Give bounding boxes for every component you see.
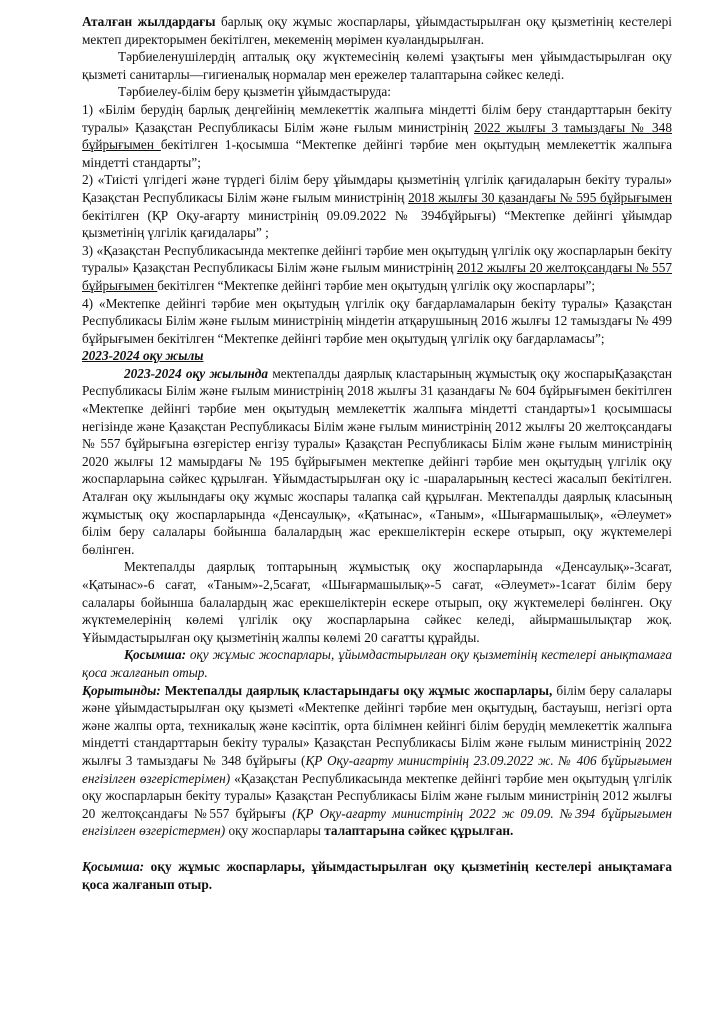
list-item-1-order: 2022 жылғы 3 тамыздағы № 348 бұйрығымен <box>82 119 672 153</box>
list-item-3-tail: бекітілген “Мектепке дейінгі тәрбие мен оқытудың үлгілік оқу жоспарлары”; <box>157 277 596 293</box>
attachment-note-text: оқу жұмыс жоспарлары, ұйымдастырылған оқу қызметінің кестелері анықтамаға қоса жалғанып отыр. <box>82 647 672 680</box>
final-attachment-note <box>82 858 672 893</box>
list-item-1-text: 1) «Білім берудің барлық деңгейінің мемлекеттік жалпыға міндетті білім беру стандарттарын бекіту туралы» Қазақстан Республикасы Білім және ғылым министрінің <box>82 101 672 135</box>
conclusion-text-2: «Қазақстан Республикасында мектепке дейінгі тәрбие мен оқытудың үлгілік оқу жоспарларын бекіту туралы» Қазақстан Республикасы Білім және ғылым министрінің 2012 жылғы 20 желтоқсандағы №557 бұйрығы <box>82 770 672 821</box>
conclusion-text-1: білім беру салалары және ұйымдастырылған оқу қызметі «Мектепке дейінгі тәрбие мен оқытудың, бастауыш, негізгі орта және жалпы орта, техникалық және кәсіптік, орта білімнен кейінгі білім берудің мемлекеттік жалпыға міндетті стандарттарын бекіту туралы» Қазақстан Республикасы Білім және ғылым министрінің 2022 жылғы 3 тамыздағы № 348 бұйрығы ( <box>82 682 672 768</box>
conclusion-italic-2: (ҚР Оқу-ағарту министрінің 2022 ж 09.09. №394 бұйрығымен енгізілген өзгерістермен) <box>82 805 672 839</box>
list-item-4: 4) «Мектепке дейінгі тәрбие мен оқытудың үлгілік оқу бағдарламаларын бекіту туралы» Қазақстан Республикасы Білім және ғылым министрінің міндетін атқарушының 2016 жылғы 12 тамыздағы № 499 бұйрығымен бекітілген “Мектепке дейінгі тәрбие мен оқытудың үлгілік оқу бағдарламасы”; <box>82 295 672 346</box>
attachment-note <box>82 646 672 681</box>
list-item-1-tail: бекітілген 1-қосымша “Мектепке дейінгі тәрбие мен оқытудың мемлекеттік жалпыға міндетті стандарты”; <box>82 137 672 170</box>
activity-intro: Тәрбиелеу-білім беру қызметін ұйымдастыруда: <box>118 84 391 100</box>
list-item-2-text: 2) «Тиісті үлгідегі және түрдегі білім беру ұйымдары қызметінің үлгілік қағидаларын бекіту туралы» Қазақстан Республикасы Білім және ғылым министрінің <box>82 172 672 205</box>
conclusion-end: талаптарына сәйкес құрылған. <box>324 823 514 839</box>
conclusion-text-3: оқу жоспарлары <box>225 823 325 839</box>
list-item-3-text: 3) «Қазақстан Республикасында мектепке дейінгі тәрбие мен оқытудың үлгілік оқу жоспарларын бекіту туралы» Қазақстан Республикасы Білім және ғылым министрінің <box>82 242 672 276</box>
curriculum-text: мектепалды даярлық кластарының жұмыстық оқу жоспарыҚазақстан Республикасы Білім және ғылым министрінің 2018 жылғы 31 қазандағы № 604 бұйрығымен бекітілген «Мектепке дейінгі тәрбие мен оқытудың мемлекеттік жалпыға міндетті стандарты»1 қосымшасы негізінде және Қазақстан Республикасы Білім және ғылым министрінің 2012 жылғы 20 желтоқсандағы № 557 бұйрығына өзгерістер енгізу туралы» Қазақстан Республикасы Білім және ғылым министрінің 2020 жылғы 12 мамырдағы № 195 бұйрығымен мектепке дейінгі тәрбие мен оқытудың үлгілік оқу жоспарларына сәйкес құрылған. Ұйымдастырылған оқу іс -шараларының кестесі жасалып бекітілген. Аталған оқу жылындағы оқу жұмыс жоспары талапқа сай құрылған. Мектепалды даярлық класының жұмыстық оқу жоспарларында «Денсаулық», «Қатынас», «Таным», «Шығармашылық», «Әлеумет» білім беру салалары бойынша балалардың жас ерекшеліктерін ескере отырып, оқу жүктемелері бөлінген. <box>82 365 672 557</box>
year-heading: 2023-2024 оқу жылы <box>82 348 204 364</box>
list-item-2 <box>82 171 672 241</box>
list-item-1 <box>82 101 672 171</box>
final-attachment-lead: Қосымша: <box>82 858 145 874</box>
list-item-2-tail: бекітілген (ҚР Оқу-ағарту министрінің 09.09.2022 № 394бұйрығы) “Мектепке дейінгі ұйымдар қызметінің үлгілік қағидалары” ; <box>82 207 672 241</box>
approval-lead: Аталған жылдардағы <box>82 14 216 29</box>
attachment-note-lead: Қосымша: <box>124 647 187 663</box>
approval-paragraph <box>82 13 672 48</box>
list-item-2-order: 2018 жылғы 30 қазандағы № 595 бұйрығымен <box>408 189 672 205</box>
conclusion-paragraph <box>82 682 672 840</box>
list-item-3-order: 2012 жылғы 20 желтоқсандағы № 557 бұйрығымен <box>82 260 672 293</box>
approval-text: барлық оқу жұмыс жоспарлары, ұйымдастырылған оқу қызметінің кестелері мектеп директорымен бекітілген, мекеменің мөрімен куәландырылған. <box>82 14 672 47</box>
workload-paragraph: Тәрбиеленушілердің апталық оқу жүктемесінің көлемі ұзақтығы мен ұйымдастырылған оқу қызметі санитарлы—гигиеналық нормалар мен ережелер талаптарына сәйкес келеді. <box>82 49 672 82</box>
curriculum-paragraph <box>82 365 672 559</box>
conclusion-lead: Қорытынды: <box>82 682 161 698</box>
conclusion-italic-1: ҚР Оқу-ағарту министрінің 23.09.2022 ж. № 406 бұйрығымен енгізілген өзгерістерімен) <box>82 752 672 786</box>
list-item-3 <box>82 242 672 295</box>
spacer <box>82 840 672 858</box>
conclusion-bold: Мектепалды даярлық кластарындағы оқу жұмыс жоспарлары, <box>160 682 553 698</box>
document-page <box>82 13 672 893</box>
hours-paragraph: Мектепалды даярлық топтарының жұмыстық оқу жоспарларында «Денсаулық»-3сағат, «Қатынас»-6 сағат, «Таным»-2,5сағат, «Шығармашылық»-5 сағат, «Әлеумет»-1сағат білім беру салалары бойынша балалардың жас ерекшеліктерін ескере отырып, оқу жүктемелері бөлінген. Оқу жүктемелерінің көлемі үлгілік оқу жоспарларына сәйкес келеді, айырмашылықтар жоқ. Ұйымдастырылған оқу қызметінің жалпы көлемі 20 сағатты құрайды. <box>82 559 672 645</box>
curriculum-lead: 2023-2024 оқу жылында <box>124 365 269 381</box>
final-attachment-text: оқу жұмыс жоспарлары, ұйымдастырылған оқу қызметінің кестелері анықтамаға қоса жалғанып отыр. <box>82 858 672 892</box>
